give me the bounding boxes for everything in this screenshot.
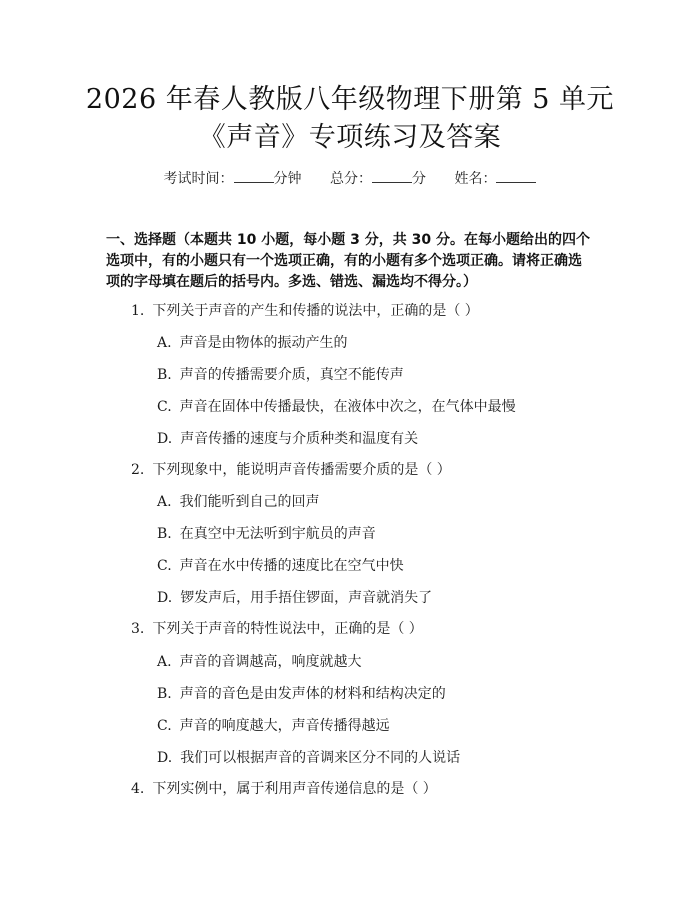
option-letter: B. [157,526,172,542]
question-stem: 下列关于声音的特性说法中，正确的是（ ） [152,621,423,637]
option-letter: C. [157,558,172,574]
question-3-option-c [157,716,390,736]
question-2-option-c [157,556,404,576]
option-letter: C. [157,718,172,734]
option-text: 声音是由物体的振动产生的 [179,335,348,351]
total-score-label: 总分： [330,171,372,187]
question-3-option-d [157,748,460,768]
question-number: 4. [131,781,145,797]
option-text: 在真空中无法听到宇航员的声音 [179,526,376,542]
option-text: 我们能听到自己的回声 [179,494,320,510]
option-letter: A. [157,494,172,510]
name-blank [496,168,536,183]
option-text: 声音的传播需要介质，真空不能传声 [179,367,404,383]
option-text: 声音的音色是由发声体的材料和结构决定的 [179,686,446,702]
total-score-blank [372,168,412,183]
question-3-option-a [157,652,362,672]
question-stem: 下列关于声音的产生和传播的说法中，正确的是（ ） [152,303,479,319]
option-letter: A. [157,335,172,351]
question-3 [131,619,423,639]
question-3-option-b [157,684,446,704]
option-letter: C. [157,399,172,415]
question-4 [131,779,437,799]
name-label: 姓名： [454,171,497,187]
option-text: 声音的音调越高，响度就越大 [179,654,362,670]
question-number: 2. [131,462,145,478]
option-letter: D. [157,750,173,766]
option-text: 声音在固体中传播最快，在液体中次之，在气体中最慢 [179,399,516,415]
question-2-option-d [157,588,432,608]
total-score-unit: 分 [412,171,426,187]
exam-info [0,168,700,189]
question-2 [131,460,451,480]
question-1 [131,301,479,321]
exam-time-unit: 分钟 [273,171,302,187]
question-2-option-a [157,492,320,512]
exam-time-label: 考试时间： [163,171,234,187]
question-number: 3. [131,621,145,637]
question-stem: 下列实例中，属于利用声音传递信息的是（ ） [152,781,437,797]
name-field [454,171,536,187]
exam-time-field [164,171,306,187]
option-letter: D. [157,431,173,447]
total-score-field [330,171,430,187]
option-letter: B. [157,686,172,702]
question-2-option-b [157,524,376,544]
document-title-line2: 《声音》专项练习及答案 [198,122,502,153]
question-number: 1. [131,303,145,319]
question-stem: 下列现象中，能说明声音传播需要介质的是（ ） [152,462,451,478]
option-text: 声音的响度越大，声音传播得越远 [179,718,390,734]
question-1-option-c [157,397,516,417]
option-letter: B. [157,367,172,383]
exam-time-blank [234,168,274,183]
option-letter: D. [157,590,173,606]
option-letter: A. [157,654,172,670]
document-title-line1: 2026 年春人教版八年级物理下册第 5 单元 [85,84,615,115]
question-1-option-a [157,333,348,353]
option-text: 声音在水中传播的速度比在空气中快 [179,558,404,574]
question-1-option-d [157,429,418,449]
option-text: 锣发声后，用手捂住锣面，声音就消失了 [180,590,433,606]
section-heading: 一、选择题（本题共 10 小题，每小题 3 分，共 30 分。在每小题给出的四个选项中，有的小题只有一个选项正确，有的小题有多个选项正确。请将正确选项的字母填在题后的括号内。多选、错选、漏选均不得分。） [106,232,590,290]
option-text: 我们可以根据声音的音调来区分不同的人说话 [180,750,461,766]
question-1-option-b [157,365,404,385]
option-text: 声音传播的速度与介质种类和温度有关 [180,431,419,447]
